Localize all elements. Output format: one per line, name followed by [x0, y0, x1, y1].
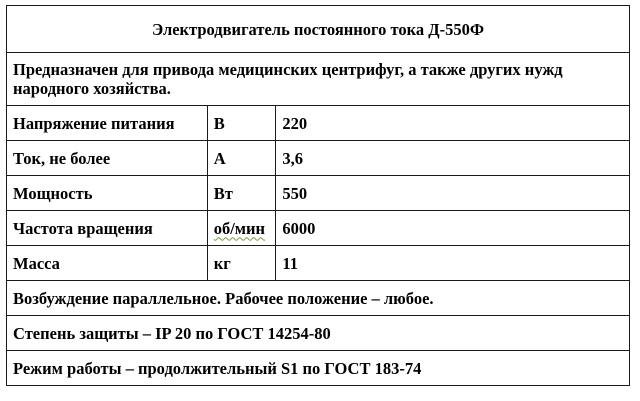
purpose-text: Предназначен для привода медицинских центрифуг, а также других нужд народного хозяйства.: [7, 53, 630, 106]
param-unit: В: [207, 106, 276, 141]
table-row: [7, 176, 630, 211]
note-excitation: Возбуждение параллельное. Рабочее положение – любое.: [7, 281, 630, 316]
param-value: 550: [276, 176, 630, 211]
param-unit: А: [207, 141, 276, 176]
param-name: Ток, не более: [7, 141, 208, 176]
param-unit: Вт: [207, 176, 276, 211]
table-row: [7, 106, 630, 141]
table-row: [7, 211, 630, 246]
note-protection: Степень защиты – IP 20 по ГОСТ 14254-80: [7, 316, 630, 351]
purpose-row: [7, 53, 630, 106]
spec-table: [6, 5, 630, 386]
param-name: Мощность: [7, 176, 208, 211]
param-name: Напряжение питания: [7, 106, 208, 141]
note-row: [7, 281, 630, 316]
param-unit: кг: [207, 246, 276, 281]
note-duty-mode: Режим работы – продолжительный S1 по ГОСТ 183-74: [7, 351, 630, 386]
param-name: Частота вращения: [7, 211, 208, 246]
table-row: [7, 141, 630, 176]
param-value: 11: [276, 246, 630, 281]
param-value: 6000: [276, 211, 630, 246]
title-row: [7, 6, 630, 53]
note-row: [7, 351, 630, 386]
param-name: Масса: [7, 246, 208, 281]
param-unit: [207, 211, 276, 246]
param-value: 220: [276, 106, 630, 141]
param-unit-text: об/мин: [213, 218, 266, 238]
note-row: [7, 316, 630, 351]
table-title: Электродвигатель постоянного тока Д-550Ф: [7, 6, 630, 53]
table-row: [7, 246, 630, 281]
param-value: 3,6: [276, 141, 630, 176]
